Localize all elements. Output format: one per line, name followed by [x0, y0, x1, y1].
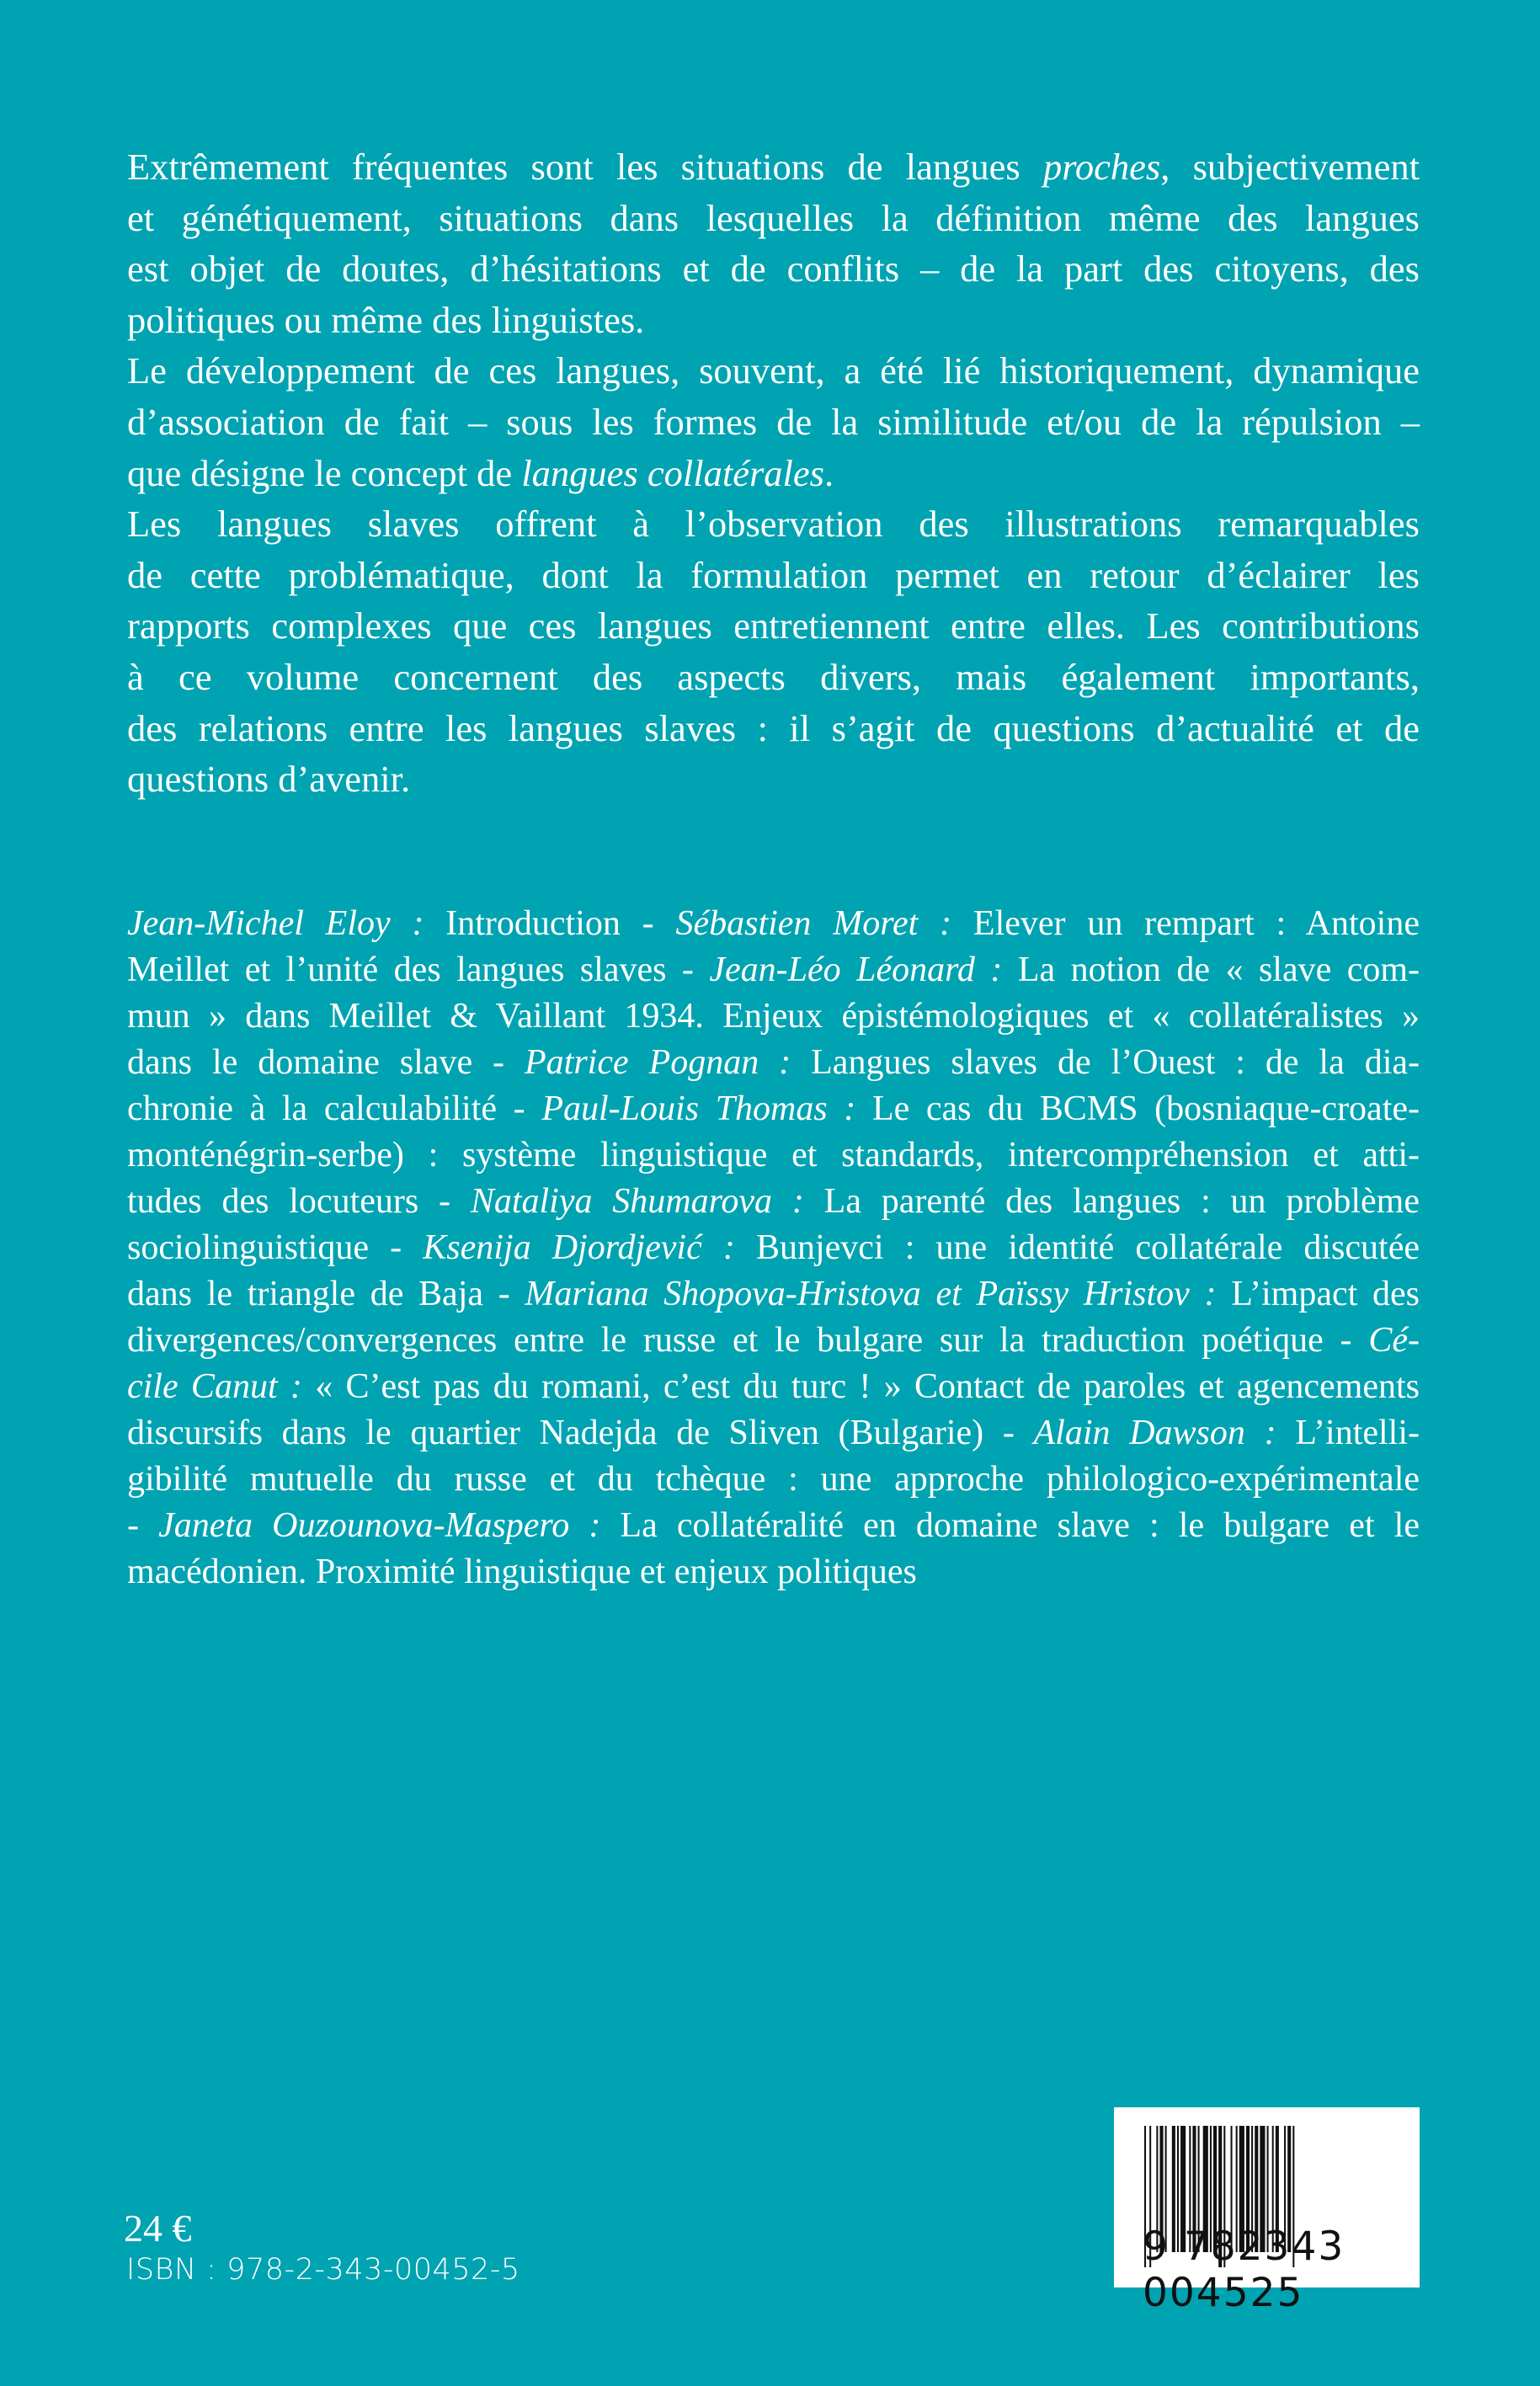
italic-text: cile Canut : [127, 1367, 302, 1406]
text-segment: mun » dans Meillet & Vaillant 1934. Enjeux épistémologiques et « collatéralistes » [127, 997, 1420, 1036]
barcode-digits: 9 782343 004525 [1143, 2224, 1346, 2316]
contribution-line [127, 1132, 1420, 1179]
text-segment: à ce volume concernent des aspects divers, mais également importants, [127, 655, 1420, 698]
barcode [1114, 2107, 1420, 2316]
italic-text: Mariana Shopova-Hristova et Païssy Hristov : [525, 1275, 1217, 1313]
text-segment: Bunjevci : une identité collatérale discutée [734, 1228, 1420, 1267]
text-segment: Les langues slaves offrent à l’observation des illustrations remarquables [127, 503, 1420, 546]
italic-text: Alain Dawson : [1033, 1414, 1276, 1452]
italic-text: Janeta Ouzounova-Maspero : [158, 1506, 601, 1545]
contribution-line [127, 1410, 1420, 1457]
contribution-line [127, 1086, 1420, 1132]
text-segment: Meillet et l’unité des langues slaves - [127, 951, 710, 989]
text-segment: monténégrin-serbe) : système linguistique et standards, intercompréhension et atti- [127, 1136, 1420, 1174]
text-segment: , subjectivement [1160, 146, 1420, 188]
text-segment: d’association de fait – sous les formes de la similitude et/ou de la répulsion – [127, 400, 1420, 443]
text-segment: La notion de « slave com- [1002, 951, 1420, 989]
text-segment: macédonien. Proximité linguistique et enjeux politiques [127, 1552, 917, 1591]
text-segment: Introduction - [424, 904, 676, 943]
summary-line [127, 141, 1420, 193]
text-segment: que désigne le concept de [127, 451, 522, 494]
summary-line [127, 498, 1420, 550]
summary-line [127, 193, 1420, 244]
text-segment: . [823, 451, 834, 494]
contribution-line [127, 1179, 1420, 1225]
summary-line [127, 703, 1420, 754]
price: 24 € [124, 2207, 192, 2250]
contribution-line [127, 1457, 1420, 1503]
contribution-line [127, 901, 1420, 947]
text-segment: divergences/convergences entre le russe et le bulgare sur la traduction poétique - [127, 1321, 1369, 1360]
contribution-line [127, 993, 1420, 1040]
italic-text: Sébastien Moret : [675, 904, 952, 943]
text-segment: La collatéralité en domaine slave : le bulgare et le [600, 1506, 1420, 1545]
text-segment: L’intelli- [1276, 1414, 1420, 1452]
summary-line [127, 397, 1420, 448]
summary-line [127, 550, 1420, 601]
italic-text: langues collatérales [521, 451, 824, 494]
text-segment: - [127, 1506, 159, 1545]
contribution-line [127, 1225, 1420, 1271]
text-segment: Elever un rempart : Antoine [951, 904, 1420, 943]
text-segment: questions d’avenir. [127, 758, 411, 801]
text-segment: Le cas du BCMS (bosniaque-croate- [855, 1089, 1420, 1128]
contribution-line [127, 1318, 1420, 1364]
contribution-line [127, 1549, 1420, 1595]
text-segment: est objet de doutes, d’hésitations et de conflits – de la part des citoyens, des [127, 248, 1420, 290]
text-segment: « C’est pas du romani, c’est du turc ! » Contact de paroles et agencements [301, 1367, 1420, 1406]
italic-text: Ksenija Djordjević : [423, 1228, 735, 1267]
text-segment: L’impact des [1216, 1275, 1420, 1313]
italic-text: Cé- [1368, 1321, 1420, 1360]
italic-text: proches [1042, 146, 1161, 188]
contribution-line [127, 1364, 1420, 1410]
text-segment: Le développement de ces langues, souvent, a été lié historiquement, dynamique [127, 349, 1420, 392]
summary-line [127, 754, 1420, 805]
text-segment: politiques ou même des linguistes. [127, 298, 645, 341]
text-segment: Langues slaves de l’Ouest : de la dia- [791, 1043, 1420, 1082]
text-segment: des relations entre les langues slaves : il s’agit de questions d’actualité et de [127, 706, 1420, 749]
text-segment: rapports complexes que ces langues entretiennent entre elles. Les contributions [127, 604, 1420, 647]
text-segment: gibilité mutuelle du russe et du tchèque : une approche philologico-expérimentale [127, 1460, 1420, 1499]
text-segment: Extrêmement fréquentes sont les situations de langues [127, 146, 1043, 188]
italic-text: Patrice Pognan : [525, 1043, 791, 1082]
italic-text: Paul-Louis Thomas : [541, 1089, 856, 1128]
summary-line [127, 600, 1420, 652]
text-segment: dans le triangle de Baja - [127, 1275, 525, 1313]
summary-line [127, 448, 1420, 499]
text-segment: La parenté des langues : un problème [803, 1182, 1420, 1221]
isbn: ISBN : 978-2-343-00452-5 [126, 2253, 520, 2287]
italic-text: Nataliya Shumarova : [470, 1182, 804, 1221]
italic-text: Jean-Léo Léonard : [709, 951, 1003, 989]
summary-line [127, 295, 1420, 346]
contributions-list [127, 901, 1420, 1595]
text-segment: discursifs dans le quartier Nadejda de Sliven (Bulgarie) - [127, 1414, 1034, 1452]
summary-line [127, 243, 1420, 295]
text-segment: et génétiquement, situations dans lesquelles la définition même des langues [127, 196, 1420, 239]
text-segment: de cette problématique, dont la formulation permet en retour d’éclairer les [127, 553, 1420, 596]
contribution-line [127, 1271, 1420, 1318]
summary-line [127, 345, 1420, 397]
text-segment: tudes des locuteurs - [127, 1182, 471, 1221]
text-segment: chronie à la calculabilité - [127, 1089, 542, 1128]
summary-line [127, 652, 1420, 703]
italic-text: Jean-Michel Eloy : [127, 904, 424, 943]
text-segment: sociolinguistique - [127, 1228, 424, 1267]
contribution-line [127, 1040, 1420, 1086]
contribution-line [127, 1503, 1420, 1549]
contribution-line [127, 947, 1420, 993]
summary-text [127, 141, 1420, 805]
text-segment: dans le domaine slave - [127, 1043, 525, 1082]
